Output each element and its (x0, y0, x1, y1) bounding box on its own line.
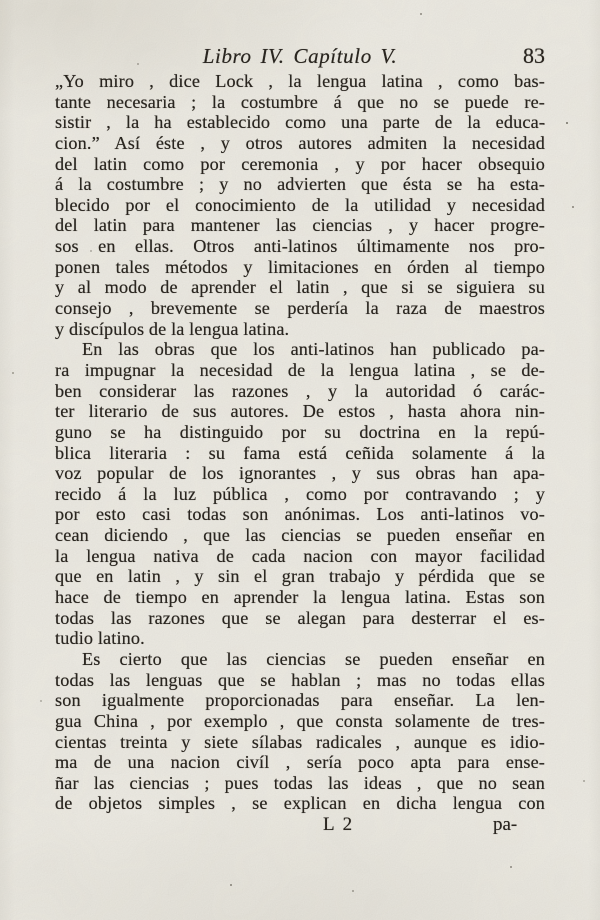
chapter-title: Libro IV. Capítulo V. (202, 44, 398, 68)
page-number: 83 (523, 43, 545, 68)
body-text (55, 71, 545, 814)
text-line: Es cierto que las ciencias se pueden enseñar en (82, 648, 545, 669)
text-line: cion.” Así éste , y otros autores admiten la necesidad (55, 132, 545, 153)
text-line: ben considerar las razones , y la autoridad ó carác- (55, 380, 545, 401)
text-line: ma de una nacion civíl , sería poco apta para ense- (55, 752, 545, 773)
signature-line (55, 814, 545, 835)
text-line: á la costumbre ; y no advierten que ésta se ha esta- (55, 174, 545, 195)
ink-specks (0, 0, 2, 2)
text-line: ter literario de sus autores. De estos , hasta ahora nin- (55, 401, 545, 422)
running-header (55, 44, 545, 71)
text-line: del latin para mantener las ciencias , y hacer progre- (55, 215, 545, 236)
text-line: sos en ellas. Otros anti-latinos últimamente nos pro- (55, 236, 545, 257)
text-line: gua China , por exemplo , que consta solamente de tres- (55, 710, 545, 731)
text-line: voz popular de los ignorantes , y sus obras han apa- (55, 463, 545, 484)
text-line: por esto casi todas son anónimas. Los anti-latinos vo- (55, 504, 545, 525)
text-line: consejo , brevemente se perdería la raza de maestros (55, 298, 545, 319)
text-line: recido á la luz pública , como por contravando ; y (55, 483, 545, 504)
text-line: hace de tiempo en aprender la lengua latina. Estas son (55, 587, 545, 608)
text-line: son igualmente proporcionadas para enseñar. La len- (55, 690, 545, 711)
text-line: ra impugnar la necesidad de la lengua latina , se de- (55, 359, 545, 380)
signature-mark: L 2 (323, 814, 355, 836)
text-line: y discípulos de la lengua latina. (55, 318, 290, 339)
text-line: En las obras que los anti-latinos han publicado pa- (82, 339, 545, 360)
text-line: blica literaria : su fama está ceñida solamente á la (55, 442, 545, 463)
text-block (55, 44, 545, 835)
text-line: ñar las ciencias ; pues todas las ideas , que no sean (55, 772, 545, 793)
text-line: todas las razones que se alegan para desterrar el es- (55, 607, 545, 628)
text-line: cean diciendo , que las ciencias se pueden enseñar en (55, 525, 545, 546)
text-line: ponen tales métodos y limitaciones en órden al tiempo (55, 256, 545, 277)
text-line: guno se ha distinguido por su doctrina en la repú- (55, 421, 545, 442)
text-line: tante necesaria ; la costumbre á que no se puede re- (55, 91, 545, 112)
text-line: del latin como por ceremonia , y por hacer obsequio (55, 153, 545, 174)
text-line: cientas treinta y siete sílabas radicales , aunque es idio- (55, 731, 545, 752)
text-line: todas las lenguas que se hablan ; mas no todas ellas (55, 669, 545, 690)
text-line: sistir , la ha establecido como una parte de la educa- (55, 112, 545, 133)
text-line: que en latin , y sin el gran trabajo y pérdida que se (55, 566, 545, 587)
text-line: de objetos simples , se explican en dicha lengua con (55, 793, 545, 814)
text-line: blecido por el conocimiento de la utilidad y necesidad (55, 194, 545, 215)
text-line: tudio latino. (55, 628, 145, 649)
text-line: „Yo miro , dice Lock , la lengua latina , como bas- (55, 71, 545, 91)
catchword: pa- (493, 814, 518, 836)
text-line: y al modo de aprender el latin , que si se siguiera su (55, 277, 545, 298)
text-line: la lengua nativa de cada nacion con mayor facilidad (55, 545, 545, 566)
